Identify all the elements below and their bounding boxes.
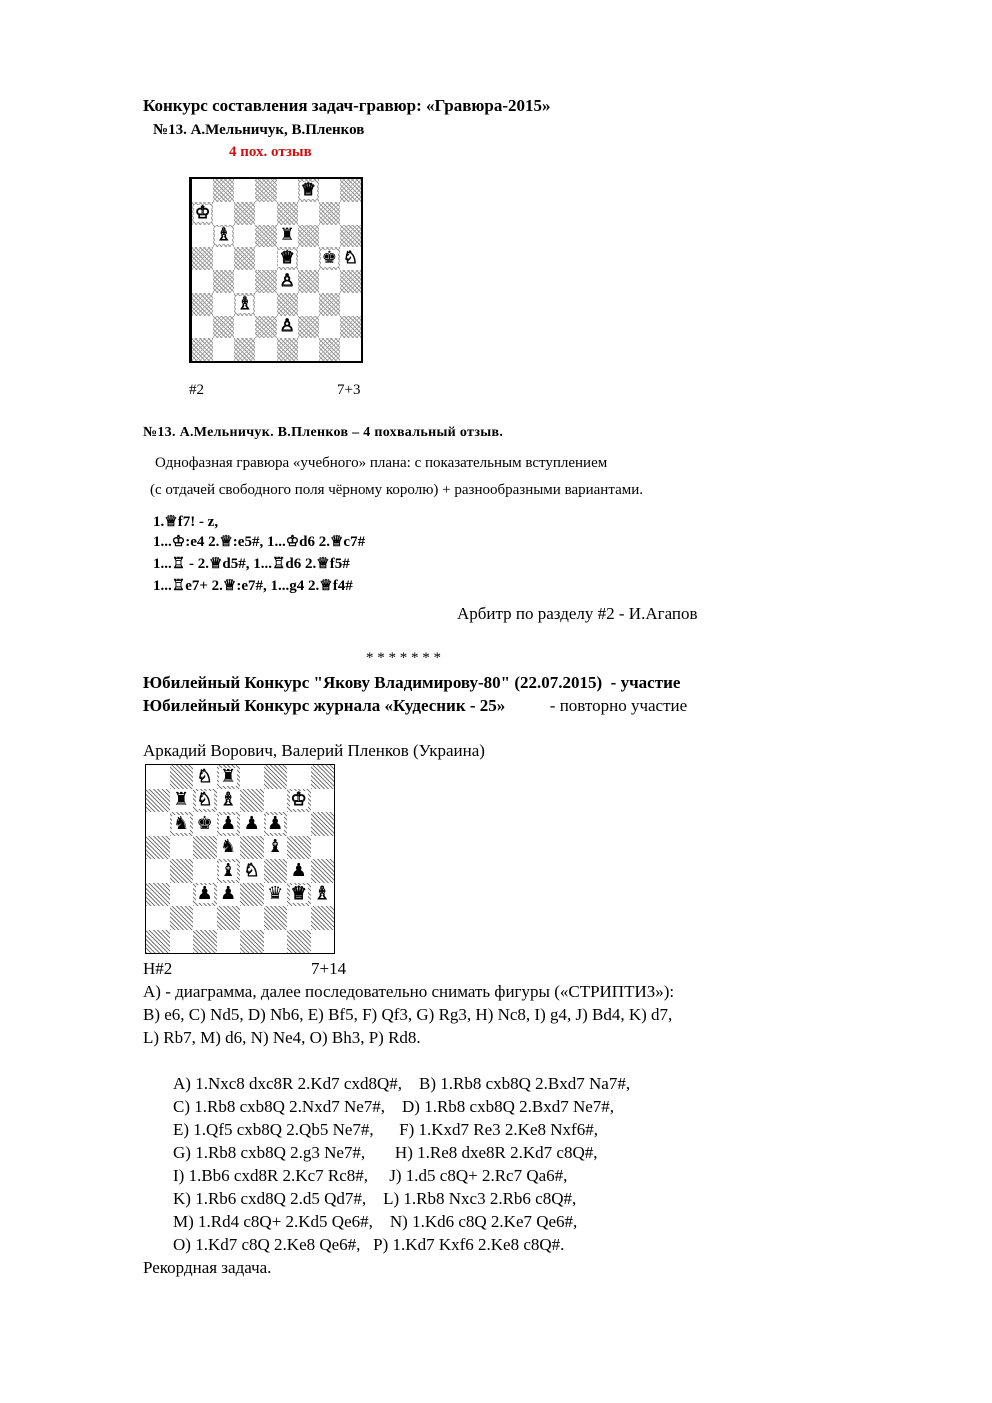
square-f1 xyxy=(264,930,288,954)
square-b5 xyxy=(170,836,194,860)
square-a8 xyxy=(146,765,170,789)
square-c6 xyxy=(234,225,255,248)
square-c1 xyxy=(234,338,255,361)
twin-solution-1: A) 1.Nxc8 dxc8R 2.Kd7 cxd8Q#, B) 1.Rb8 cxb8Q 2.Bxd7 Na7#, xyxy=(173,1074,631,1093)
square-h3 xyxy=(311,883,335,907)
white-pawn-icon: ♙ xyxy=(279,270,295,291)
white-knight-icon: ♘ xyxy=(243,859,260,881)
black-rook-icon: ♜ xyxy=(220,765,237,787)
square-h7 xyxy=(340,202,361,225)
square-b4 xyxy=(213,270,234,293)
contest-heading: Конкурс составления задач-гравюр: «Гравюра-2015» xyxy=(143,96,551,115)
twin-solution-4: G) 1.Rb8 cxb8Q 2.g3 Ne7#, H) 1.Re8 dxe8R 2.Kd7 c8Q#, xyxy=(173,1143,598,1162)
white-pawn-icon: ♙ xyxy=(279,316,295,337)
square-e8 xyxy=(277,179,298,202)
black-pawn-icon: ♟ xyxy=(290,859,307,881)
award-label: 4 пох. отзыв xyxy=(229,144,312,160)
square-f5 xyxy=(298,247,319,270)
contest-note-1: - участие xyxy=(610,673,681,692)
square-d6 xyxy=(255,225,276,248)
square-e3 xyxy=(277,293,298,316)
white-knight-icon: ♘ xyxy=(342,248,359,269)
square-f3 xyxy=(298,293,319,316)
square-h2 xyxy=(311,906,335,930)
square-h6 xyxy=(340,225,361,248)
square-c5 xyxy=(234,247,255,270)
comment-line-2: (с отдачей свободного поля чёрному королю) + разнообразными вариантами. xyxy=(150,482,644,498)
contest-note-2: - повторно участие xyxy=(549,696,688,715)
square-g6 xyxy=(319,225,340,248)
square-d2 xyxy=(255,316,276,339)
square-h8 xyxy=(311,765,335,789)
square-h4 xyxy=(311,859,335,883)
white-bishop-icon: ♗ xyxy=(216,225,232,246)
black-king-icon: ♚ xyxy=(196,812,213,834)
square-d5 xyxy=(217,836,241,860)
square-e2 xyxy=(277,316,298,339)
piece-count-2: 7+14 xyxy=(311,959,347,978)
twin-solution-2: C) 1.Rb8 cxb8Q 2.Nxd7 Ne7#, D) 1.Rb8 cxb8Q 2.Bxd7 Ne7#, xyxy=(173,1097,615,1116)
square-g5 xyxy=(319,247,340,270)
square-c7 xyxy=(193,789,217,813)
problem-title: №13. А.Мельничук, В.Пленков xyxy=(153,122,365,138)
square-a6 xyxy=(146,812,170,836)
square-c3 xyxy=(234,293,255,316)
square-f4 xyxy=(264,859,288,883)
square-f7 xyxy=(264,789,288,813)
square-e3 xyxy=(240,883,264,907)
black-rook-icon: ♜ xyxy=(279,225,295,246)
square-d3 xyxy=(217,883,241,907)
contest-title-2: Юбилейный Конкурс журнала «Кудесник - 25» xyxy=(143,696,506,715)
square-c4 xyxy=(193,859,217,883)
solution-line-2: 1...♔:e4 2.♕:e5#, 1...♔d6 2.♕c7# xyxy=(153,534,366,550)
square-e5 xyxy=(240,836,264,860)
white-knight-icon: ♘ xyxy=(196,789,213,811)
white-bishop-icon: ♗ xyxy=(220,789,237,811)
square-g6 xyxy=(287,812,311,836)
white-queen-icon: ♕ xyxy=(300,179,316,200)
square-f7 xyxy=(298,202,319,225)
square-d4 xyxy=(255,270,276,293)
twin-solution-6: K) 1.Rb6 cxd8Q 2.d5 Qd7#, L) 1.Rb8 Nxc3 2.Rb6 c8Q#, xyxy=(173,1189,577,1208)
white-king-icon: ♔ xyxy=(194,202,211,223)
square-c4 xyxy=(234,270,255,293)
twin-solution-3: E) 1.Qf5 cxb8Q 2.Qb5 Ne7#, F) 1.Kxd7 Re3 2.Ke8 Nxf6#, xyxy=(173,1120,598,1139)
description-line-1: А) - диаграмма, далее последовательно снимать фигуры («СТРИПТИЗ»): xyxy=(143,982,675,1001)
square-e7 xyxy=(240,789,264,813)
square-g5 xyxy=(287,836,311,860)
square-g1 xyxy=(319,338,340,361)
square-h4 xyxy=(340,270,361,293)
contest-line-2 xyxy=(143,696,687,716)
square-d2 xyxy=(217,906,241,930)
black-bishop-icon: ♝ xyxy=(267,836,284,858)
square-e1 xyxy=(240,930,264,954)
square-e8 xyxy=(240,765,264,789)
square-g3 xyxy=(287,883,311,907)
stipulation-1: #2 xyxy=(189,382,204,398)
square-a3 xyxy=(146,883,170,907)
square-a3 xyxy=(192,293,213,316)
square-c6 xyxy=(193,812,217,836)
solution-line-3: 1...♖ - 2.♕d5#, 1...♖d6 2.♕f5# xyxy=(153,556,350,572)
square-a1 xyxy=(146,930,170,954)
square-b2 xyxy=(170,906,194,930)
twin-solution-5: I) 1.Bb6 cxd8R 2.Kc7 Rc8#, J) 1.d5 c8Q+ 2.Rc7 Qa6#, xyxy=(173,1166,568,1185)
contest-line-1 xyxy=(143,673,680,693)
square-a5 xyxy=(192,247,213,270)
black-pawn-icon: ♟ xyxy=(220,812,237,834)
square-b8 xyxy=(213,179,234,202)
white-queen-icon: ♕ xyxy=(279,248,295,269)
square-h5 xyxy=(340,247,361,270)
piece-count-1: 7+3 xyxy=(337,382,361,398)
chess-board-2 xyxy=(145,764,335,954)
black-knight-icon: ♞ xyxy=(173,812,190,834)
square-h1 xyxy=(311,930,335,954)
square-d8 xyxy=(255,179,276,202)
square-b3 xyxy=(213,293,234,316)
black-bishop-icon: ♝ xyxy=(220,859,237,881)
square-h6 xyxy=(311,812,335,836)
square-a6 xyxy=(192,225,213,248)
square-a1 xyxy=(192,338,213,361)
white-bishop-icon: ♗ xyxy=(237,293,253,314)
arbiter-line: Арбитр по разделу #2 - И.Агапов xyxy=(457,604,698,623)
description-line-3: L) Rb7, M) d6, N) Ne4, O) Bh3, P) Rd8. xyxy=(143,1028,421,1047)
square-f4 xyxy=(298,270,319,293)
square-a4 xyxy=(146,859,170,883)
square-h7 xyxy=(311,789,335,813)
square-g3 xyxy=(319,293,340,316)
solution-line-1: 1.♕f7! - z, xyxy=(153,514,219,530)
square-f2 xyxy=(298,316,319,339)
comment-title: №13. А.Мельничук. В.Пленков – 4 похвальный отзыв. xyxy=(143,425,504,440)
square-b7 xyxy=(170,789,194,813)
comment-line-1: Однофазная гравюра «учебного» плана: с показательным вступлением xyxy=(155,455,608,471)
square-d1 xyxy=(255,338,276,361)
description-line-2: B) e6, C) Nd5, D) Nb6, E) Bf5, F) Qf3, G) Rg3, H) Nc8, I) g4, J) Bd4, K) d7, xyxy=(143,1005,673,1024)
authors-line: Аркадий Ворович, Валерий Пленков (Украина) xyxy=(143,741,485,760)
black-pawn-icon: ♟ xyxy=(243,812,260,834)
square-f8 xyxy=(298,179,319,202)
square-f6 xyxy=(298,225,319,248)
square-c2 xyxy=(193,906,217,930)
white-knight-icon: ♘ xyxy=(196,765,213,787)
square-c5 xyxy=(193,836,217,860)
square-a2 xyxy=(192,316,213,339)
square-g8 xyxy=(287,765,311,789)
square-e1 xyxy=(277,338,298,361)
chess-board-1 xyxy=(189,177,363,363)
square-f5 xyxy=(264,836,288,860)
square-d7 xyxy=(255,202,276,225)
solution-line-4: 1...♖e7+ 2.♕:e7#, 1...g4 2.♕f4# xyxy=(153,578,353,594)
square-c7 xyxy=(234,202,255,225)
square-c3 xyxy=(193,883,217,907)
square-f2 xyxy=(264,906,288,930)
square-b4 xyxy=(170,859,194,883)
square-b1 xyxy=(170,930,194,954)
black-king-icon: ♚ xyxy=(321,248,337,269)
square-g7 xyxy=(319,202,340,225)
black-queen-icon: ♛ xyxy=(267,883,284,905)
square-a4 xyxy=(192,270,213,293)
square-h3 xyxy=(340,293,361,316)
square-e2 xyxy=(240,906,264,930)
square-f8 xyxy=(264,765,288,789)
square-a7 xyxy=(146,789,170,813)
square-e6 xyxy=(277,225,298,248)
square-b8 xyxy=(170,765,194,789)
square-g2 xyxy=(287,906,311,930)
square-g4 xyxy=(319,270,340,293)
square-b7 xyxy=(213,202,234,225)
square-a8 xyxy=(192,179,213,202)
white-bishop-icon: ♗ xyxy=(314,883,331,905)
square-b3 xyxy=(170,883,194,907)
square-b6 xyxy=(170,812,194,836)
white-queen-icon: ♕ xyxy=(290,883,307,905)
square-a5 xyxy=(146,836,170,860)
square-e4 xyxy=(240,859,264,883)
square-b5 xyxy=(213,247,234,270)
square-d6 xyxy=(217,812,241,836)
square-h5 xyxy=(311,836,335,860)
square-c8 xyxy=(193,765,217,789)
white-king-icon: ♔ xyxy=(290,789,307,811)
square-d3 xyxy=(255,293,276,316)
black-rook-icon: ♜ xyxy=(173,789,190,811)
square-e5 xyxy=(277,247,298,270)
black-knight-icon: ♞ xyxy=(220,836,237,858)
record-note: Рекордная задача. xyxy=(143,1258,272,1277)
square-d4 xyxy=(217,859,241,883)
square-d7 xyxy=(217,789,241,813)
square-h8 xyxy=(340,179,361,202)
square-h2 xyxy=(340,316,361,339)
square-b1 xyxy=(213,338,234,361)
square-g1 xyxy=(287,930,311,954)
square-c1 xyxy=(193,930,217,954)
square-e4 xyxy=(277,270,298,293)
square-d8 xyxy=(217,765,241,789)
square-d1 xyxy=(217,930,241,954)
square-a7 xyxy=(192,202,213,225)
square-g8 xyxy=(319,179,340,202)
square-g7 xyxy=(287,789,311,813)
square-g2 xyxy=(319,316,340,339)
square-e6 xyxy=(240,812,264,836)
square-e7 xyxy=(277,202,298,225)
square-f3 xyxy=(264,883,288,907)
black-pawn-icon: ♟ xyxy=(267,812,284,834)
square-c2 xyxy=(234,316,255,339)
separator-stars: * * * * * * * xyxy=(366,650,441,666)
square-f1 xyxy=(298,338,319,361)
twin-solution-8: O) 1.Kd7 c8Q 2.Ke8 Qe6#, P) 1.Kd7 Kxf6 2.Ke8 c8Q#. xyxy=(173,1235,565,1254)
square-a2 xyxy=(146,906,170,930)
square-g4 xyxy=(287,859,311,883)
square-h1 xyxy=(340,338,361,361)
square-d5 xyxy=(255,247,276,270)
square-f6 xyxy=(264,812,288,836)
square-c8 xyxy=(234,179,255,202)
square-b2 xyxy=(213,316,234,339)
stipulation-2: H#2 xyxy=(143,959,173,978)
contest-title-1: Юбилейный Конкурс "Якову Владимирову-80" (22.07.2015) xyxy=(143,673,603,692)
square-b6 xyxy=(213,225,234,248)
black-pawn-icon: ♟ xyxy=(196,883,213,905)
twin-solution-7: M) 1.Rd4 c8Q+ 2.Kd5 Qe6#, N) 1.Kd6 c8Q 2.Ke7 Qe6#, xyxy=(173,1212,578,1231)
black-pawn-icon: ♟ xyxy=(220,883,237,905)
